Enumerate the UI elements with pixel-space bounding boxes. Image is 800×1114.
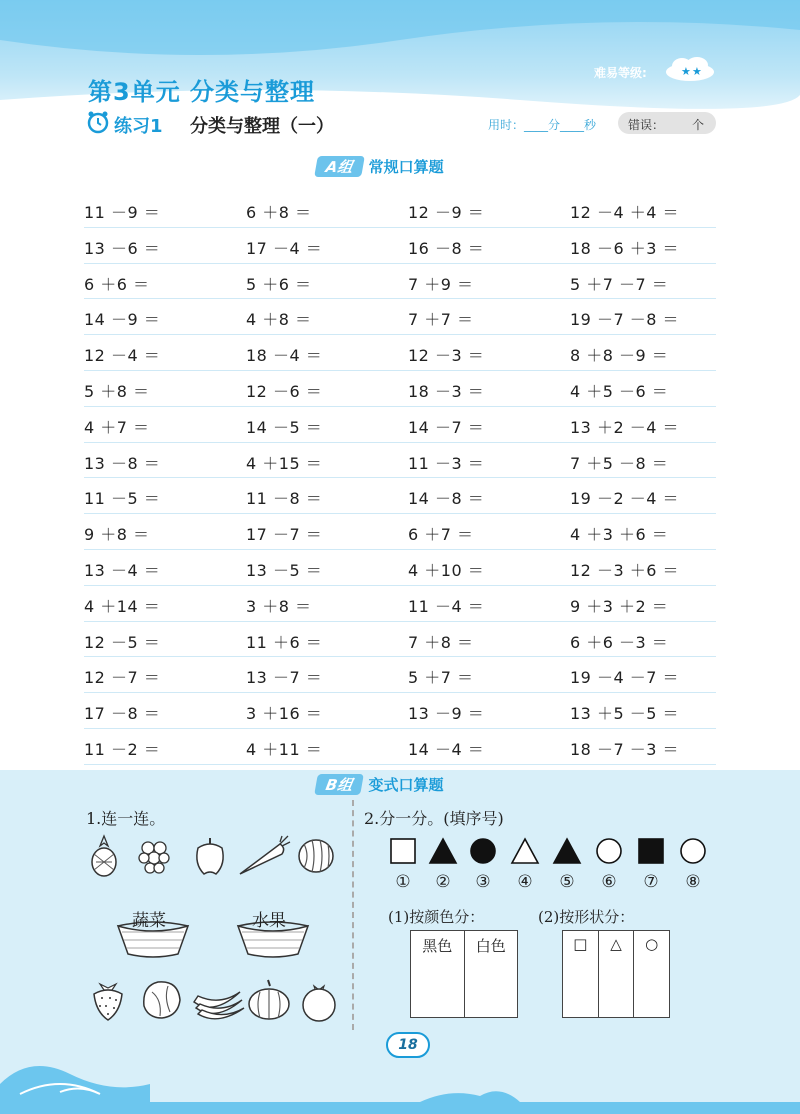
problem-row [84,299,716,335]
shape-number-label: ② [435,872,451,892]
group-b-badge: B组 [314,774,364,795]
math-problem[interactable]: 5 ＋8 ＝ [84,381,150,401]
difficulty-cloud-icon [664,56,716,82]
shape-number-label: ⑤ [559,872,575,892]
math-problem[interactable]: 4 ＋3 ＋6 ＝ [570,525,669,545]
math-problem[interactable]: 19 －4 －7 ＝ [570,668,679,688]
white-header: 白色 [475,937,506,955]
math-problem[interactable]: 11 ＋6 ＝ [246,632,323,652]
strawberry-icon[interactable] [88,978,128,1022]
star-icon: ★ [692,65,702,78]
math-problem[interactable]: 11 －2 ＝ [84,739,161,759]
pineapple-icon[interactable] [88,834,120,878]
math-problem[interactable]: 6 ＋8 ＝ [246,203,312,222]
problem-row [84,192,716,228]
problem-row [84,264,716,300]
math-problem[interactable]: 11 －5 ＝ [84,489,161,509]
math-problem[interactable]: 7 ＋9 ＝ [408,274,474,294]
watermelon-icon[interactable] [296,836,336,876]
math-problem[interactable]: 11 －4 ＝ [408,596,485,616]
section-divider [352,800,354,1030]
math-problem[interactable]: 13 －7 ＝ [246,668,323,688]
math-problem[interactable]: 14 －5 ＝ [246,417,323,437]
shape-number-label: ⑥ [601,872,617,892]
exercise-label: 练习1 [114,116,163,137]
math-problem[interactable]: 6 ＋7 ＝ [408,525,474,545]
triangle-black-shape-icon[interactable] [428,836,458,866]
problem-row [84,622,716,658]
math-problem[interactable]: 13 －8 ＝ [84,453,161,473]
math-problem[interactable]: 11 －8 ＝ [246,489,323,509]
error-count-field[interactable] [618,112,716,134]
math-problem[interactable]: 8 ＋8 －9 ＝ [570,346,669,366]
exercise-title: 分类与整理（一） [190,116,334,137]
math-problem[interactable]: 14 －8 ＝ [408,489,485,509]
math-problem[interactable]: 12 －6 ＝ [246,381,323,401]
by-color-label: (1)按颜色分： [388,908,485,926]
problem-row [84,335,716,371]
math-problem[interactable]: 7 ＋7 ＝ [408,310,474,330]
math-problem[interactable]: 4 ＋10 ＝ [408,560,485,580]
problem-row [84,657,716,693]
question-1-title: 1.连一连。 [86,809,166,828]
math-problem[interactable]: 4 ＋7 ＝ [84,417,150,437]
math-problem[interactable]: 6 ＋6 －3 ＝ [570,632,669,652]
math-problem[interactable]: 14 －9 ＝ [84,310,161,330]
math-problem[interactable]: 12 －7 ＝ [84,668,161,688]
group-b-title: 变式口算题 [368,776,444,794]
circle-white-shape-icon[interactable] [594,836,624,866]
group-a-heading [316,156,444,177]
problem-row [84,729,716,765]
math-problem[interactable]: 13 －9 ＝ [408,704,485,724]
problem-row [84,550,716,586]
triangle-header: △ [610,935,622,953]
star-icon: ★ [681,65,691,78]
math-problem[interactable]: 18 －7 －3 ＝ [570,739,679,759]
fruit-basket-label: 水果 [252,911,286,931]
shape-number-label: ⑧ [685,872,701,892]
color-sort-table [410,930,518,1018]
math-problem[interactable]: 17 －4 ＝ [246,238,323,258]
problem-row [84,371,716,407]
math-problem[interactable]: 18 －3 ＝ [408,381,485,401]
math-problem[interactable]: 17 －8 ＝ [84,704,161,724]
shape-number-label: ④ [517,872,533,892]
circle-header: ○ [645,935,659,953]
math-problem[interactable]: 7 ＋8 ＝ [408,632,474,652]
black-column[interactable] [411,931,465,1018]
shape-number-label: ⑦ [643,872,659,892]
math-problem[interactable]: 4 ＋8 ＝ [246,310,312,330]
group-a-problem-grid [84,192,716,765]
error-label: 错误： [628,118,665,132]
circle-column[interactable] [634,931,670,1018]
difficulty-label: 难易等级: [594,66,647,80]
banana-icon[interactable] [190,976,246,1022]
math-problem[interactable]: 13 －4 ＝ [84,560,161,580]
math-problem[interactable]: 11 －9 ＝ [84,203,161,222]
problem-row [84,478,716,514]
math-problem[interactable]: 12 －3 ＋6 ＝ [570,560,679,580]
group-b-heading [316,774,443,795]
tomato-icon[interactable] [298,978,340,1022]
math-problem[interactable]: 4 ＋15 ＝ [246,453,323,473]
square-column[interactable] [563,931,599,1018]
triangle-column[interactable] [598,931,634,1018]
math-problem[interactable]: 19 －7 －8 ＝ [570,310,679,330]
shape-number-label: ① [395,872,411,892]
math-problem[interactable]: 11 －3 ＝ [408,453,485,473]
math-problem[interactable]: 13 ＋5 －5 ＝ [570,704,679,724]
math-problem[interactable]: 12 －4 ＋4 ＝ [570,203,679,222]
vegetable-basket-label: 蔬菜 [132,911,166,931]
math-problem[interactable]: 16 －8 ＝ [408,238,485,258]
problem-row [84,228,716,264]
math-problem[interactable]: 12 －4 ＝ [84,346,161,366]
white-column[interactable] [464,931,518,1018]
triangle-black-shape-icon[interactable] [552,836,582,866]
problem-row [84,443,716,479]
math-problem[interactable]: 17 －7 ＝ [246,525,323,545]
math-problem[interactable]: 5 ＋7 －7 ＝ [570,274,669,294]
math-problem[interactable]: 3 ＋8 ＝ [246,596,312,616]
shape-number-label: ③ [475,872,491,892]
exercise-header [86,108,716,138]
math-problem[interactable]: 7 ＋5 －8 ＝ [570,453,669,473]
group-a-badge: A组 [314,156,364,177]
math-problem[interactable]: 19 －2 －4 ＝ [570,489,679,509]
math-problem[interactable]: 4 ＋11 ＝ [246,739,323,759]
problem-row [84,407,716,443]
pumpkin-icon[interactable] [246,976,292,1022]
math-problem[interactable]: 18 －4 ＝ [246,346,323,366]
math-problem[interactable]: 13 －5 ＝ [246,560,323,580]
math-problem[interactable]: 12 －3 ＝ [408,346,485,366]
by-shape-label: (2)按形状分： [538,908,635,926]
math-problem[interactable]: 3 ＋16 ＝ [246,704,323,724]
math-problem[interactable]: 9 ＋3 ＋2 ＝ [570,596,669,616]
math-problem[interactable]: 14 －4 ＝ [408,739,485,759]
group-a-title: 常规口算题 [368,158,444,176]
math-problem[interactable]: 12 －9 ＝ [408,203,485,222]
math-problem[interactable]: 5 ＋7 ＝ [408,668,474,688]
math-problem[interactable]: 5 ＋6 ＝ [246,274,312,294]
grapes-icon[interactable] [136,834,174,878]
math-problem[interactable]: 13 ＋2 －4 ＝ [570,417,679,437]
math-problem[interactable]: 4 ＋5 －6 ＝ [570,381,669,401]
error-unit: 个 [691,118,704,132]
circle-white-shape-icon[interactable] [678,836,708,866]
alarm-clock-icon [86,110,110,134]
triangle-white-shape-icon[interactable] [510,836,540,866]
square-header: □ [573,935,588,953]
math-problem[interactable]: 12 －5 ＝ [84,632,161,652]
square-white-shape-icon[interactable] [388,836,418,866]
bell-pepper-icon[interactable] [192,834,228,878]
math-problem[interactable]: 6 ＋6 ＝ [84,274,150,294]
question-2-title: 2.分一分。(填序号) [364,809,504,828]
math-problem[interactable]: 4 ＋14 ＝ [84,596,161,616]
carrot-icon[interactable] [236,834,292,878]
math-problem[interactable]: 9 ＋8 ＝ [84,525,150,545]
shape-sort-table [562,930,670,1018]
problem-row [84,514,716,550]
problem-row [84,693,716,729]
math-problem[interactable]: 14 －7 ＝ [408,417,485,437]
time-field[interactable]: 用时：____分____秒 [488,118,597,132]
math-problem[interactable]: 13 －6 ＝ [84,238,161,258]
page-number: 18 [386,1032,430,1058]
black-header: 黑色 [422,937,453,955]
problem-row [84,586,716,622]
cabbage-icon[interactable] [138,976,186,1022]
square-black-shape-icon[interactable] [636,836,666,866]
circle-black-shape-icon[interactable] [468,836,498,866]
math-problem[interactable]: 18 －6 ＋3 ＝ [570,238,679,258]
unit-title: 第3单元 分类与整理 [88,78,316,106]
